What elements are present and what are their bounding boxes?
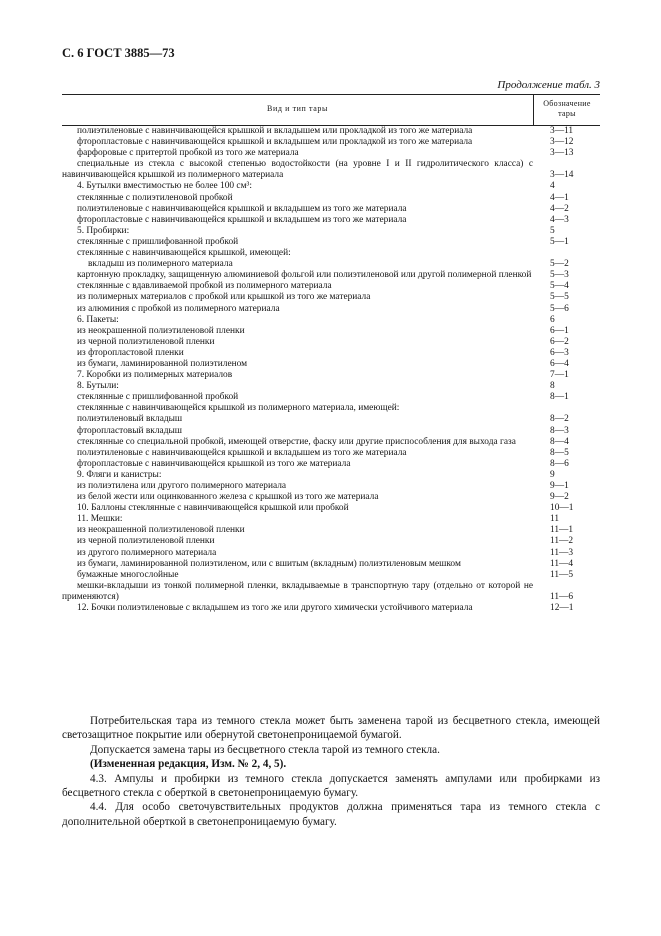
row-type-cell: стеклянные с навинчивающейся крышкой, имеющей: bbox=[77, 248, 291, 259]
row-type-cell: из неокрашенной полиэтиленовой пленки bbox=[77, 525, 245, 536]
table-row bbox=[62, 414, 600, 425]
row-type-cell: фарфоровые с притертой пробкой из того же материала bbox=[77, 148, 299, 159]
table-header bbox=[62, 94, 600, 126]
table-row bbox=[62, 326, 600, 337]
table-continuation-label: Продолжение табл. 3 bbox=[497, 79, 600, 91]
row-designation-cell: 7—1 bbox=[550, 370, 569, 381]
table-row bbox=[62, 370, 600, 381]
table-row bbox=[62, 603, 600, 614]
row-type-cell: 5. Пробирки: bbox=[77, 225, 130, 236]
table-body bbox=[62, 126, 600, 614]
row-designation-cell: 8 bbox=[550, 381, 555, 392]
row-type-cell: из полиэтилена или другого полимерного материала bbox=[77, 481, 287, 491]
row-type-cell: из белой жести или оцинкованного железа с крышкой из того же материала bbox=[77, 492, 379, 503]
table-row bbox=[62, 193, 600, 204]
table-row bbox=[62, 215, 600, 226]
row-type-cell: полиэтиленовые с навинчивающейся крышкой и вкладышем или прокладкой из того же материала bbox=[77, 126, 473, 136]
table-row bbox=[62, 492, 600, 503]
row-type-cell: фторопластовый вкладыш bbox=[77, 425, 182, 436]
table-row bbox=[62, 392, 600, 403]
row-type-cell: вкладыш из полимерного материала bbox=[88, 259, 233, 270]
row-designation-cell: 6—3 bbox=[550, 347, 569, 358]
paragraph-dark-glass: Потребительская тара из темного стекла может быть заменена тарой из бесцветного стекла, имеющей светозащитное покрытие или обернутой светонепроницаемой бумагой. bbox=[62, 715, 600, 742]
table-row bbox=[62, 470, 600, 481]
table-row bbox=[62, 181, 600, 192]
table-row bbox=[62, 348, 600, 359]
row-designation-cell: 8—1 bbox=[550, 392, 569, 403]
row-type-cell: стеклянные со специальной пробкой, имеющей отверстие, фаску или другие приспособления для выхода газа bbox=[77, 436, 516, 447]
row-type-cell: стеклянные с пришлифованной пробкой bbox=[77, 236, 239, 247]
row-designation-cell: 4—3 bbox=[550, 214, 569, 225]
table-row bbox=[62, 270, 600, 281]
row-type-cell: из полимерных материалов с пробкой или крышкой из того же материала bbox=[77, 292, 371, 303]
row-type-cell: фторопластовые с навинчивающейся крышкой из того же материала bbox=[77, 458, 351, 469]
row-designation-cell: 6 bbox=[550, 314, 555, 325]
packaging-table bbox=[62, 94, 600, 614]
row-type-cell: из неокрашенной полиэтиленовой пленки bbox=[77, 325, 245, 336]
table-row bbox=[62, 259, 600, 270]
column-header-type: Вид и тип тары bbox=[267, 104, 328, 113]
row-type-cell: полиэтиленовые с навинчивающейся крышкой и вкладышем из того же материала bbox=[77, 447, 407, 458]
table-row bbox=[62, 248, 600, 259]
row-type-cell: специальные из стекла с высокой степенью водостойкости (на уровне I и II гидролитического класса) с навинчивающейся крышкой из полимерного материала bbox=[62, 159, 533, 181]
table-row bbox=[62, 292, 600, 303]
row-designation-cell: 3—11 bbox=[550, 126, 574, 136]
table-row bbox=[62, 570, 600, 581]
table-row bbox=[62, 548, 600, 559]
row-type-cell: полиэтиленовый вкладыш bbox=[77, 414, 183, 425]
row-type-cell: из бумаги, ламинированной полиэтиленом, или с вшитым (вкладным) полиэтиленовым мешком bbox=[77, 558, 461, 569]
row-type-cell: из бумаги, ламинированной полиэтиленом bbox=[77, 358, 248, 369]
table-row bbox=[62, 503, 600, 514]
row-designation-cell: 5 bbox=[550, 225, 555, 236]
row-designation-cell: 5—4 bbox=[550, 281, 569, 292]
row-type-cell: стеклянные с пришлифованной пробкой bbox=[77, 392, 239, 403]
row-designation-cell: 5—1 bbox=[550, 236, 569, 247]
row-type-cell: фторопластовые с навинчивающейся крышкой и вкладышем из того же материала bbox=[77, 214, 407, 225]
row-designation-cell: 5—5 bbox=[550, 292, 569, 303]
row-type-cell: из фторопластовой пленки bbox=[77, 347, 184, 358]
table-row bbox=[62, 426, 600, 437]
row-designation-cell: 4—1 bbox=[550, 192, 569, 203]
row-designation-cell: 5—6 bbox=[550, 303, 569, 314]
row-type-cell: мешки-вкладыши из тонкой полимерной пленки, вкладываемые в транспортную тару (отдельно от которой не применяются) bbox=[62, 580, 533, 602]
row-designation-cell: 9 bbox=[550, 469, 555, 480]
table-row bbox=[62, 281, 600, 292]
table-row bbox=[62, 159, 600, 181]
row-designation-cell: 8—3 bbox=[550, 425, 569, 436]
row-designation-cell: 11—3 bbox=[550, 547, 574, 558]
row-designation-cell: 5—3 bbox=[550, 270, 569, 281]
page-header: С. 6 ГОСТ 3885—73 bbox=[62, 46, 175, 60]
row-type-cell: 12. Бочки полиэтиленовые с вкладышем из того же или другого химически устойчивого материала bbox=[77, 603, 473, 614]
row-type-cell: 10. Баллоны стеклянные с навинчивающейся крышкой или пробкой bbox=[77, 503, 349, 514]
row-type-cell: из черной полиэтиленовой пленки bbox=[77, 336, 215, 347]
row-type-cell: фторопластовые с навинчивающейся крышкой и вкладышем или прокладкой из того же материала bbox=[77, 137, 473, 148]
paragraph-4-4: 4.4. Для особо светочувствительных продуктов должна применяться тара из темного стекла с дополнительной оберткой в светонепроницаемую бумагу. bbox=[62, 801, 600, 828]
row-type-cell: из алюминия с пробкой из полимерного материала bbox=[77, 303, 280, 314]
row-type-cell: из черной полиэтиленовой пленки bbox=[77, 536, 215, 547]
table-row bbox=[62, 337, 600, 348]
table-row bbox=[62, 403, 600, 414]
column-header-designation-line1: Обозначение bbox=[543, 99, 591, 108]
row-designation-cell: 8—6 bbox=[550, 458, 569, 469]
row-designation-cell: 11—2 bbox=[550, 536, 574, 547]
row-designation-cell: 8—5 bbox=[550, 447, 569, 458]
row-designation-cell: 11 bbox=[550, 514, 560, 525]
table-row bbox=[62, 359, 600, 370]
table-row bbox=[62, 226, 600, 237]
row-designation-cell: 3—12 bbox=[550, 137, 574, 148]
row-type-cell: 9. Фляги и канистры: bbox=[77, 469, 162, 480]
row-type-cell: стеклянные с вдавливаемой пробкой из полимерного материала bbox=[77, 281, 332, 292]
row-designation-cell: 9—1 bbox=[550, 481, 569, 491]
table-row bbox=[62, 126, 600, 137]
table-row bbox=[62, 381, 600, 392]
column-header-designation bbox=[534, 99, 600, 119]
row-designation-cell: 11—6 bbox=[550, 591, 574, 602]
row-designation-cell: 4 bbox=[550, 181, 555, 192]
row-type-cell: бумажные многослойные bbox=[77, 569, 179, 580]
row-type-cell: 8. Бутыли: bbox=[77, 381, 119, 392]
row-designation-cell: 8—4 bbox=[550, 436, 569, 447]
row-designation-cell: 11—5 bbox=[550, 569, 574, 580]
table-row bbox=[62, 237, 600, 248]
row-designation-cell: 4—2 bbox=[550, 203, 569, 214]
column-header-designation-line2: тары bbox=[558, 109, 576, 118]
row-designation-cell: 6—4 bbox=[550, 358, 569, 369]
row-type-cell: 11. Мешки: bbox=[77, 514, 123, 525]
row-type-cell: картонную прокладку, защищенную алюминиевой фольгой или полиэтиленовой или другой полимерной пленкой bbox=[77, 270, 532, 281]
row-designation-cell: 12—1 bbox=[550, 603, 574, 614]
row-designation-cell: 3—14 bbox=[550, 170, 574, 181]
paragraph-replacement: Допускается замена тары из бесцветного стекла тарой из темного стекла. bbox=[90, 743, 440, 756]
row-designation-cell: 11—4 bbox=[550, 558, 574, 569]
table-row bbox=[62, 448, 600, 459]
row-type-cell: стеклянные с полиэтиленовой пробкой bbox=[77, 192, 233, 203]
row-designation-cell: 3—13 bbox=[550, 148, 574, 159]
row-designation-cell: 6—2 bbox=[550, 336, 569, 347]
table-row bbox=[62, 481, 600, 492]
table-row bbox=[62, 137, 600, 148]
row-type-cell: 6. Пакеты: bbox=[77, 314, 119, 325]
row-type-cell: из другого полимерного материала bbox=[77, 547, 217, 558]
table-row bbox=[62, 315, 600, 326]
body-text bbox=[62, 714, 600, 829]
row-type-cell: стеклянные с навинчивающейся крышкой из полимерного материала, имеющей: bbox=[77, 403, 400, 414]
table-row bbox=[62, 514, 600, 525]
row-type-cell: 4. Бутылки вместимостью не более 100 см³: bbox=[77, 181, 252, 192]
table-row bbox=[62, 437, 600, 448]
table-row bbox=[62, 148, 600, 159]
row-designation-cell: 10—1 bbox=[550, 503, 574, 514]
row-designation-cell: 8—2 bbox=[550, 414, 569, 425]
row-type-cell: 7. Коробки из полимерных материалов bbox=[77, 370, 233, 381]
row-designation-cell: 9—2 bbox=[550, 492, 569, 503]
table-row bbox=[62, 459, 600, 470]
table-row bbox=[62, 204, 600, 215]
table-row bbox=[62, 304, 600, 315]
table-row bbox=[62, 559, 600, 570]
paragraph-4-3: 4.3. Ампулы и пробирки из темного стекла допускается заменять ампулами или пробирками из бесцветного стекла с оберткой в светонепроницаемую бумагу. bbox=[62, 772, 600, 800]
row-designation-cell: 5—2 bbox=[550, 259, 569, 270]
amendment-note: (Измененная редакция, Изм. № 2, 4, 5). bbox=[90, 758, 287, 771]
table-row bbox=[62, 525, 600, 536]
table-row bbox=[62, 581, 600, 603]
table-row bbox=[62, 536, 600, 547]
row-type-cell: полиэтиленовые с навинчивающейся крышкой и вкладышем из того же материала bbox=[77, 203, 407, 214]
row-designation-cell: 6—1 bbox=[550, 325, 569, 336]
row-designation-cell: 11—1 bbox=[550, 525, 574, 536]
